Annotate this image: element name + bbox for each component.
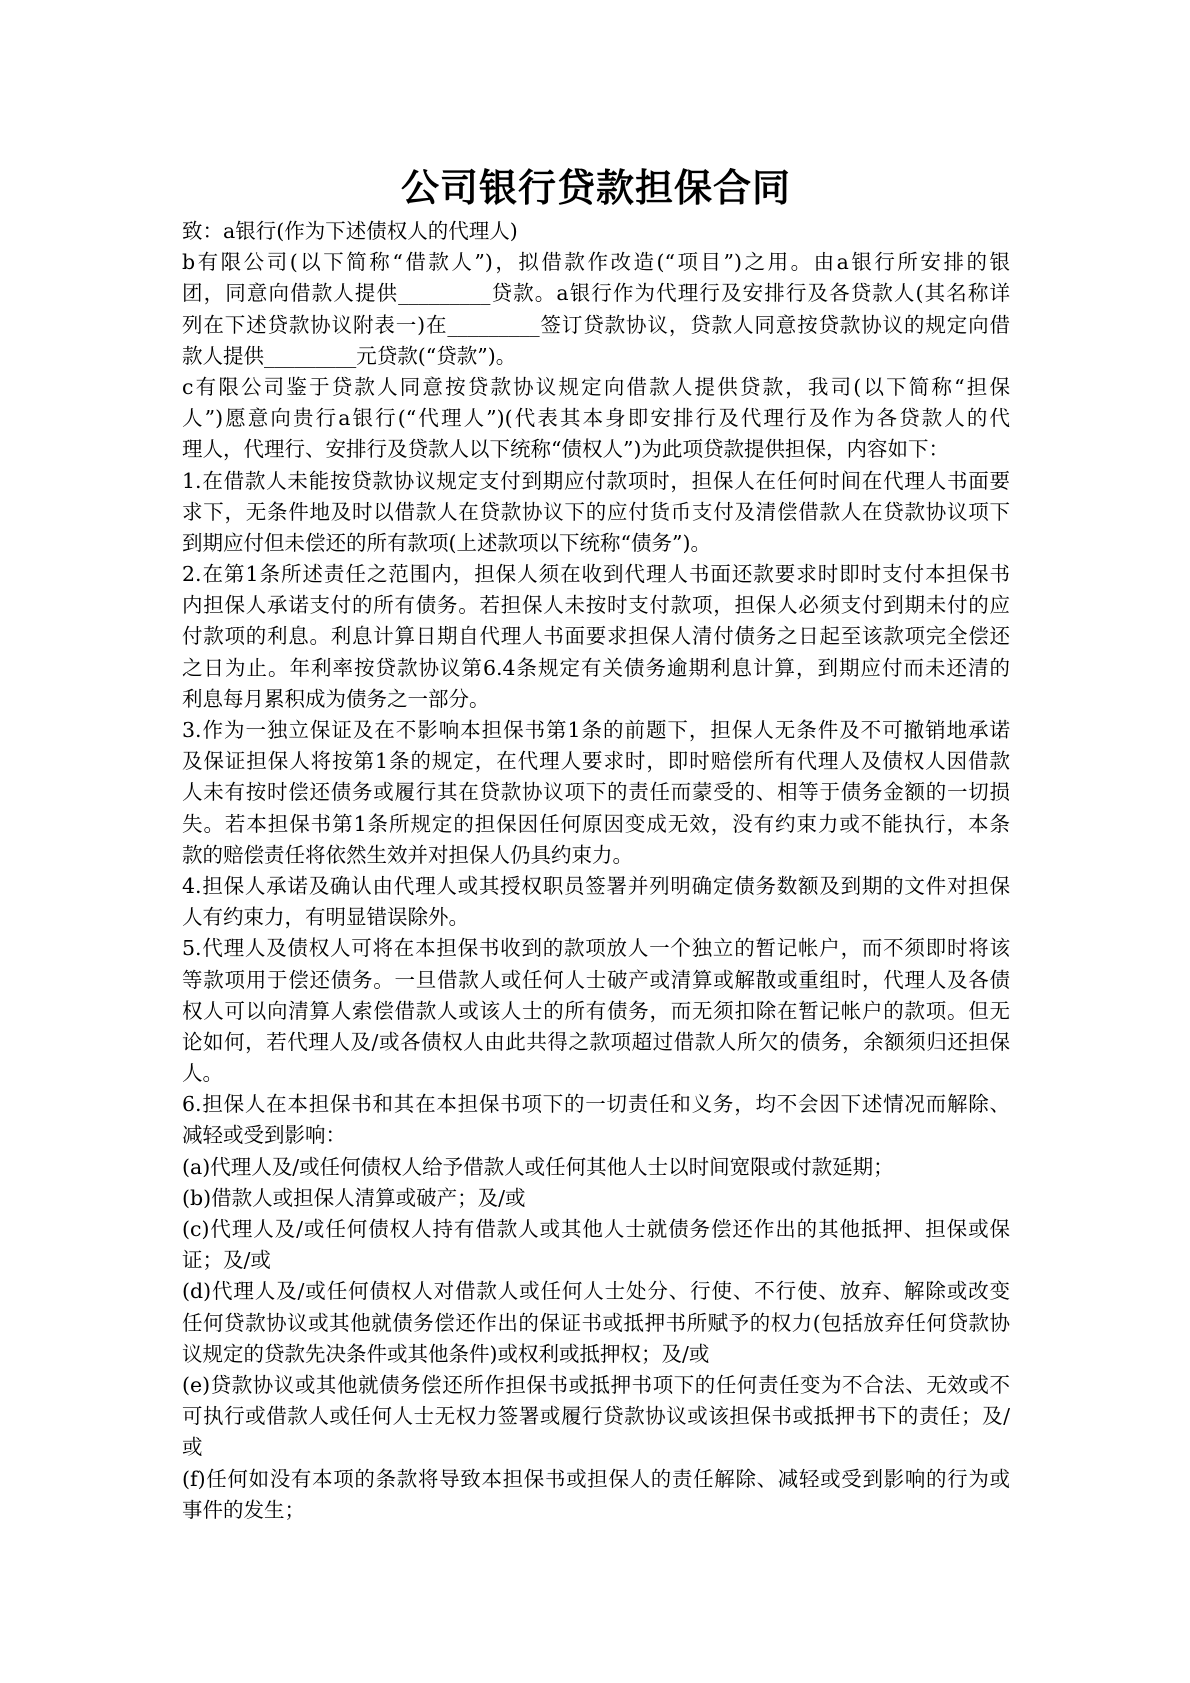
text-line: 失。若本担保书第1条所规定的担保因任何原因变成无效，没有约束力或不能执行，本条 <box>182 811 1010 836</box>
text-line: (c)代理人及/或任何债权人持有借款人或其他人士就债务偿还作出的其他抵押、担保或保 <box>182 1217 1010 1241</box>
paragraph-guarantor-intro <box>182 372 1010 466</box>
text-line: b有限公司(以下简称“借款人”)，拟借款作改造(“项目”)之用。由a银行所安排的银 <box>182 250 1010 275</box>
text-line: 证；及/或 <box>182 1248 271 1273</box>
text-line: 团，同意向借款人提供_________贷款。a银行作为代理行及安排行及各贷款人(其名称详 <box>182 281 1010 306</box>
text-line: 议规定的贷款先决条件或其他条件)或权利或抵押权；及/或 <box>182 1341 710 1366</box>
document-title: 公司银行贷款担保合同 <box>400 165 791 210</box>
text-line: 及保证担保人将按第1条的规定，在代理人要求时，即时赔偿所有代理人及债权人因借款 <box>182 749 1010 774</box>
clause-5 <box>182 933 1010 1089</box>
clause-2 <box>182 559 1010 715</box>
clause-4 <box>182 871 1010 933</box>
clause-1 <box>182 466 1010 560</box>
text-line: 付款项的利息。利息计算日期自代理人书面要求担保人清付债务之日起至该款项完全偿还 <box>182 624 1010 649</box>
text-line: 人有约束力，有明显错误除外。 <box>182 905 469 930</box>
document-body <box>182 216 1010 1526</box>
text-line: 人。 <box>182 1061 223 1086</box>
clause-6 <box>182 1089 1010 1151</box>
text-line: 1.在借款人未能按贷款协议规定支付到期应付款项时，担保人在任何时间在代理人书面要 <box>182 468 1010 493</box>
text-line: 到期应付但未偿还的所有款项(上述款项以下统称“债务”)。 <box>182 530 711 555</box>
text-line: 款的赔偿责任将依然生效并对担保人仍具约束力。 <box>182 842 633 867</box>
clause-6a <box>182 1152 1010 1183</box>
text-line: 3.作为一独立保证及在不影响本担保书第1条的前题下，担保人无条件及不可撤销地承诺 <box>182 718 1010 742</box>
text-line: 事件的发生； <box>182 1497 305 1522</box>
text-line: 或 <box>182 1435 203 1460</box>
text-line: 4.担保人承诺及确认由代理人或其授权职员签署并列明确定债务数额及到期的文件对担保 <box>182 873 1010 898</box>
text-line: 等款项用于偿还债务。一旦借款人或任何人士破产或清算或解散或重组时，代理人及各债 <box>182 967 1010 992</box>
text-line: 利息每月累积成为债务之一部分。 <box>182 686 490 711</box>
text-line: 6.担保人在本担保书和其在本担保书项下的一切责任和义务，均不会因下述情况而解除、 <box>182 1092 1010 1117</box>
text-line: 减轻或受到影响： <box>182 1123 346 1148</box>
text-line: 理人，代理行、安排行及贷款人以下统称“债权人”)为此项贷款提供担保，内容如下： <box>182 437 949 462</box>
text-line: 款人提供_________元贷款(“贷款”)。 <box>182 343 517 368</box>
paragraph-borrower-intro <box>182 247 1010 372</box>
text-line: 可执行或借款人或任何人士无权力签署或履行贷款协议或该担保书或抵押书下的责任；及/ <box>182 1404 1010 1429</box>
clause-6f <box>182 1464 1010 1526</box>
clause-6b <box>182 1183 1010 1214</box>
text-line: 内担保人承诺支付的所有债务。若担保人未按时支付款项，担保人必须支付到期未付的应 <box>182 593 1010 618</box>
clause-6d <box>182 1276 1010 1370</box>
text-line: 权人可以向清算人索偿借款人或该人士的所有债务，而无须扣除在暂记帐户的款项。但无 <box>182 998 1010 1023</box>
text-line: 求下，无条件地及时以借款人在贷款协议下的应付货币支付及清偿借款人在贷款协议项下 <box>182 499 1010 524</box>
text-line: 致：a银行(作为下述债权人的代理人) <box>182 219 518 243</box>
text-line: 2.在第1条所述责任之范围内，担保人须在收到代理人书面还款要求时即时支付本担保书 <box>182 562 1010 587</box>
clause-3 <box>182 715 1010 871</box>
text-line: 之日为止。年利率按贷款协议第6.4条规定有关债务逾期利息计算，到期应付而未还清的 <box>182 655 1010 680</box>
clause-6e <box>182 1370 1010 1464</box>
clause-6c <box>182 1214 1010 1276</box>
text-line: 列在下述贷款协议附表一)在_________签订贷款协议，贷款人同意按贷款协议的规定向借 <box>182 312 1010 337</box>
text-line: (a)代理人及/或任何债权人给予借款人或任何其他人士以时间宽限或付款延期； <box>182 1154 894 1179</box>
text-line: (b)借款人或担保人清算或破产；及/或 <box>182 1185 526 1210</box>
paragraph-addressee <box>182 216 1010 247</box>
text-line: (d)代理人及/或任何债权人对借款人或任何人士处分、行使、不行使、放弃、解除或改变 <box>182 1279 1010 1304</box>
text-line: 任何贷款协议或其他就债务偿还作出的保证书或抵押书所赋予的权力(包括放弃任何贷款协 <box>182 1310 1010 1335</box>
text-line: (e)贷款协议或其他就债务偿还所作担保书或抵押书项下的任何责任变为不合法、无效或不 <box>182 1372 1010 1397</box>
text-line: 论如何，若代理人及/或各债权人由此共得之款项超过借款人所欠的债务，余额须归还担保 <box>182 1029 1010 1054</box>
text-line: 人未有按时偿还债务或履行其在贷款协议项下的责任而蒙受的、相等于债务金额的一切损 <box>182 780 1010 805</box>
text-line: 人”)愿意向贵行a银行(“代理人”)(代表其本身即安排行及代理行及作为各贷款人的代 <box>182 406 1010 431</box>
text-line: c有限公司鉴于贷款人同意按贷款协议规定向借款人提供贷款，我司(以下简称“担保 <box>182 374 1010 399</box>
text-line: (f)任何如没有本项的条款将导致本担保书或担保人的责任解除、减轻或受到影响的行为或 <box>182 1466 1010 1491</box>
text-line: 5.代理人及债权人可将在本担保书收到的款项放人一个独立的暂记帐户，而不须即时将该 <box>182 936 1010 961</box>
